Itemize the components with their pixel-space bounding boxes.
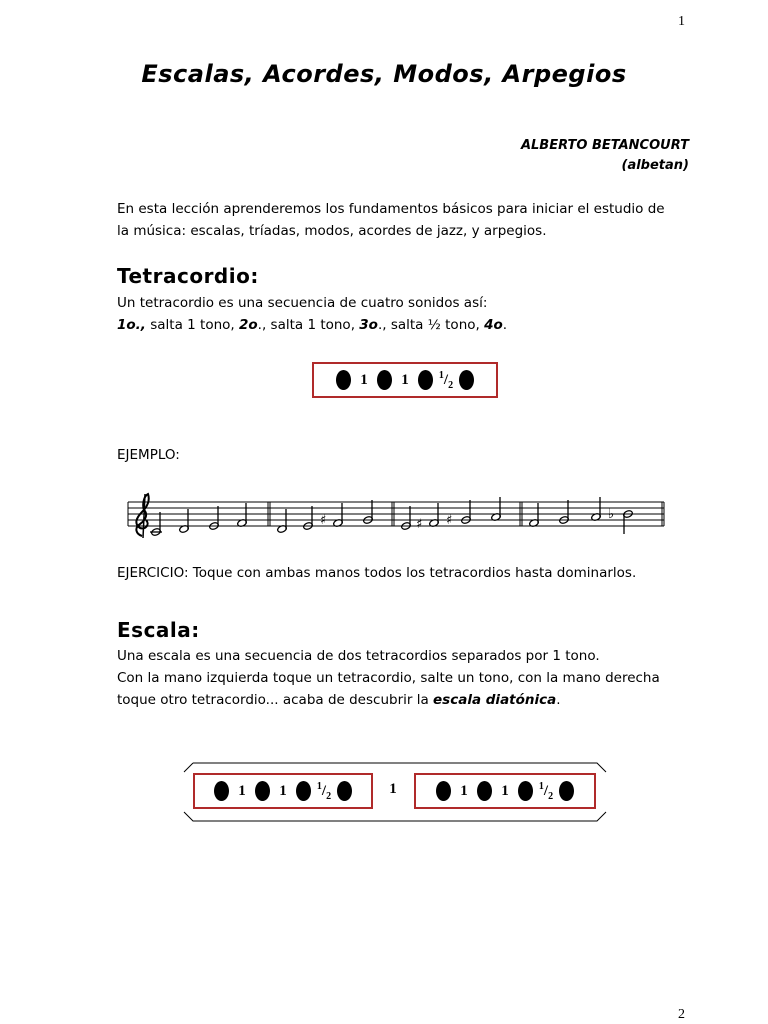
tetracordio-heading: Tetracordio: xyxy=(117,264,259,288)
escala-definition xyxy=(117,645,677,711)
half-step-label: $^1/_2$ xyxy=(438,369,454,391)
note-dot xyxy=(477,781,492,801)
escala-line1: Una escala es una secuencia de dos tetracordios separados por 1 tono. xyxy=(117,648,600,664)
step-label: 1 xyxy=(279,782,287,799)
step-label: 1 xyxy=(501,782,509,799)
sharp-icon: ♯ xyxy=(320,513,327,528)
sharp-icon: ♯ xyxy=(446,513,453,528)
escala-heading: Escala: xyxy=(117,618,200,642)
note-4: 4o xyxy=(484,317,503,333)
note-2: 2o xyxy=(238,317,258,333)
step-label: 1 xyxy=(360,371,368,388)
sharp-icon: ♯ xyxy=(416,517,423,532)
step-label: 1 xyxy=(401,371,409,388)
note-1: 1o., xyxy=(117,317,146,333)
exercise-paragraph xyxy=(117,562,677,584)
note-dot xyxy=(518,781,533,801)
escala-line3: toque otro tetracordio... acaba de descubrir la escala diatónica. xyxy=(117,692,561,708)
note-dot xyxy=(214,781,229,801)
escala-diatonica-term: escala diatónica xyxy=(433,692,557,708)
escala-tetracordio-left xyxy=(193,773,373,809)
page-number-bottom: 2 xyxy=(678,1007,685,1022)
half-step-label: $^1/_2$ xyxy=(538,780,554,802)
half-fraction: ½ xyxy=(427,317,441,333)
example-label: EJEMPLO: xyxy=(117,447,180,463)
note-dot xyxy=(296,781,311,801)
tetracordio-gap-label: 1 xyxy=(389,781,397,797)
tetracordio-definition xyxy=(117,292,677,336)
tetracordio-diagram xyxy=(312,362,498,398)
note-dot xyxy=(436,781,451,801)
author-name: ALBERTO BETANCOURT xyxy=(520,138,689,153)
document-title: Escalas, Acordes, Modos, Arpegios xyxy=(141,60,627,88)
page-number-top: 1 xyxy=(678,14,685,29)
note-dot xyxy=(377,370,392,390)
step-label: 1 xyxy=(460,782,468,799)
note-dot xyxy=(336,370,351,390)
exercise-text: Toque con ambas manos todos los tetracordios hasta dominarlos. xyxy=(188,565,637,581)
treble-clef-icon xyxy=(136,494,148,538)
note-dot xyxy=(337,781,352,801)
tetracordio-line2: 1o., salta 1 tono, 2o., salta 1 tono, 3o., salta ½ tono, 4o. xyxy=(117,317,508,333)
intro-paragraph: En esta lección aprenderemos los fundamentos básicos para iniciar el estudio de la música: escalas, tríadas, modos, acordes de jazz, y arpegios. xyxy=(117,201,665,239)
flat-icon: ♭ xyxy=(608,507,615,522)
tetracordio-line1: Un tetracordio es una secuencia de cuatro sonidos así: xyxy=(117,295,488,311)
exercise-label: EJERCICIO: xyxy=(117,565,189,581)
escala-tetracordio-right xyxy=(414,773,596,809)
step-label: 1 xyxy=(238,782,246,799)
note-dot xyxy=(559,781,574,801)
note-dot xyxy=(255,781,270,801)
note-dot xyxy=(459,370,474,390)
note-3: 3o xyxy=(359,317,378,333)
author-alias: (albetan) xyxy=(621,158,689,173)
author-block xyxy=(521,136,689,176)
music-staff xyxy=(120,490,668,546)
note-dot xyxy=(418,370,433,390)
escala-line2: Con la mano izquierda toque un tetracordio, salte un tono, con la mano derecha xyxy=(117,670,660,686)
half-step-label: $^1/_2$ xyxy=(316,780,332,802)
